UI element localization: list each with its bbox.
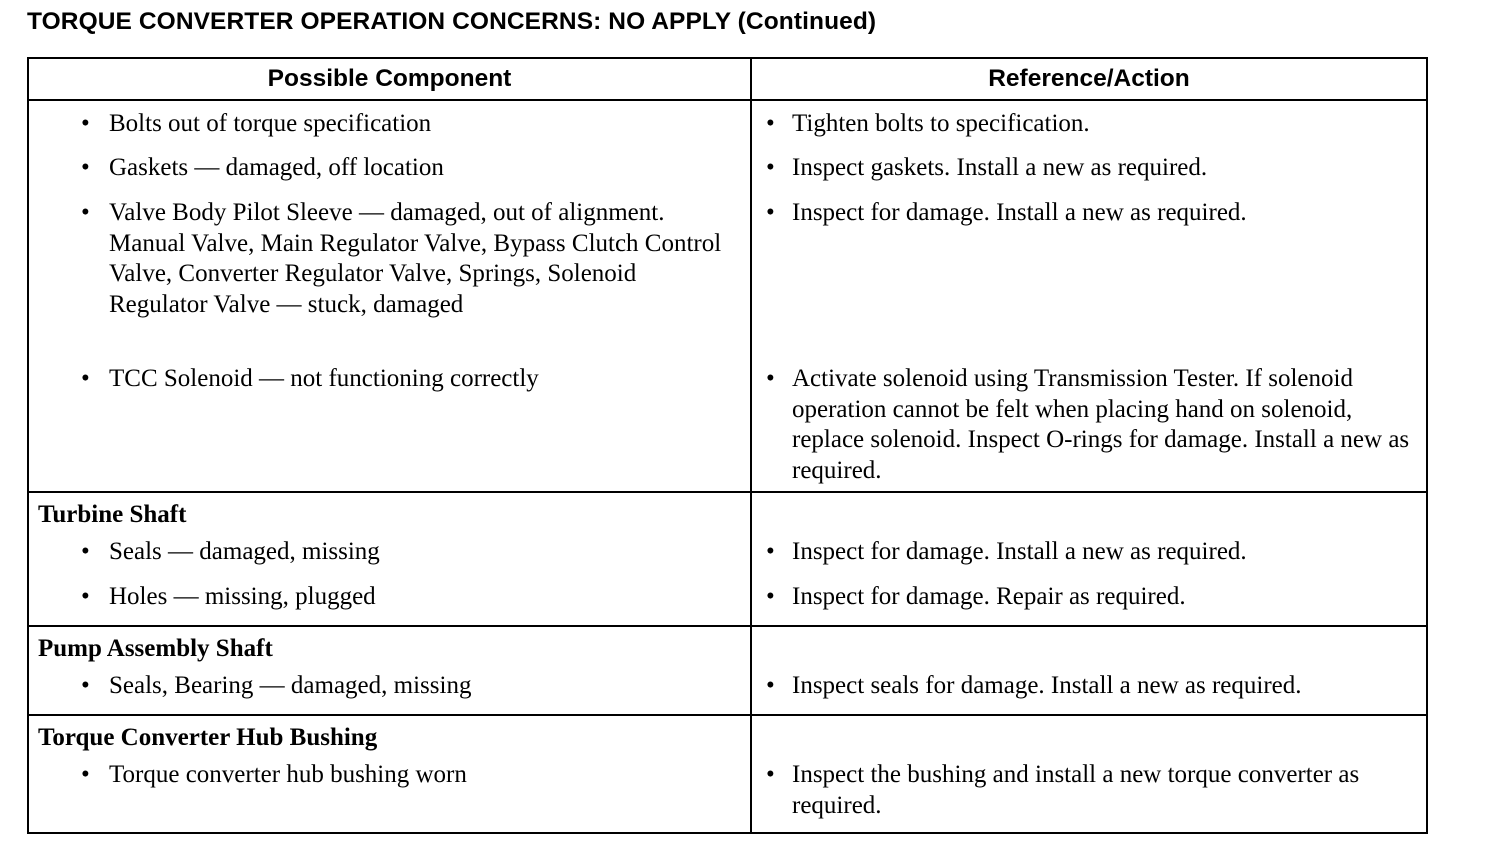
component-cell <box>28 492 751 626</box>
action-cell <box>751 492 1427 626</box>
action-item: • Inspect the bushing and install a new torque converter as required. <box>752 760 1426 832</box>
action-cell <box>751 626 1427 715</box>
action-item: • Inspect for damage. Install a new as required. <box>752 537 1426 582</box>
component-item: • Seals — damaged, missing <box>29 537 750 582</box>
action-item: • Inspect seals for damage. Install a new as required. <box>752 671 1426 714</box>
action-item: • Activate solenoid using Transmission Tester. If solenoid operation cannot be felt when placing hand on solenoid, replace solenoid. Inspect O-rings for damage. Install a new as required. <box>752 364 1426 491</box>
action-cell <box>751 100 1427 492</box>
component-item: • Torque converter hub bushing worn <box>29 760 750 832</box>
column-header-action: Reference/Action <box>751 58 1427 100</box>
section-row <box>28 626 1427 715</box>
action-cell <box>751 715 1427 833</box>
component-item: • TCC Solenoid — not functioning correctly <box>29 364 750 491</box>
component-item: • Seals, Bearing — damaged, missing <box>29 671 750 714</box>
component-cell <box>28 715 751 833</box>
action-item: • Inspect for damage. Repair as required. <box>752 582 1426 625</box>
section-row <box>28 715 1427 833</box>
action-item: • Inspect for damage. Install a new as required. <box>752 198 1426 364</box>
section-heading: Turbine Shaft <box>38 501 187 528</box>
section-heading: Pump Assembly Shaft <box>38 635 273 662</box>
component-item: • Holes — missing, plugged <box>29 582 750 625</box>
component-item: • Bolts out of torque specification <box>29 109 750 153</box>
section-row <box>28 100 1427 492</box>
component-item: • Gaskets — damaged, off location <box>29 153 750 198</box>
component-item: • Valve Body Pilot Sleeve — damaged, out of alignment. Manual Valve, Main Regulator Valve, Bypass Clutch Control Valve, Converter Regulator Valve, Springs, Solenoid Regulator Valve — stuck, damaged <box>29 198 750 364</box>
column-header-component: Possible Component <box>28 58 751 100</box>
component-cell <box>28 626 751 715</box>
action-item: • Tighten bolts to specification. <box>752 109 1426 153</box>
page-title: TORQUE CONVERTER OPERATION CONCERNS: NO APPLY (Continued) <box>27 8 877 35</box>
component-cell <box>28 100 751 492</box>
section-heading: Torque Converter Hub Bushing <box>38 724 378 751</box>
action-item: • Inspect gaskets. Install a new as required. <box>752 153 1426 198</box>
diagnosis-table <box>27 57 1428 834</box>
table-header-row <box>28 58 1427 100</box>
section-row <box>28 492 1427 626</box>
